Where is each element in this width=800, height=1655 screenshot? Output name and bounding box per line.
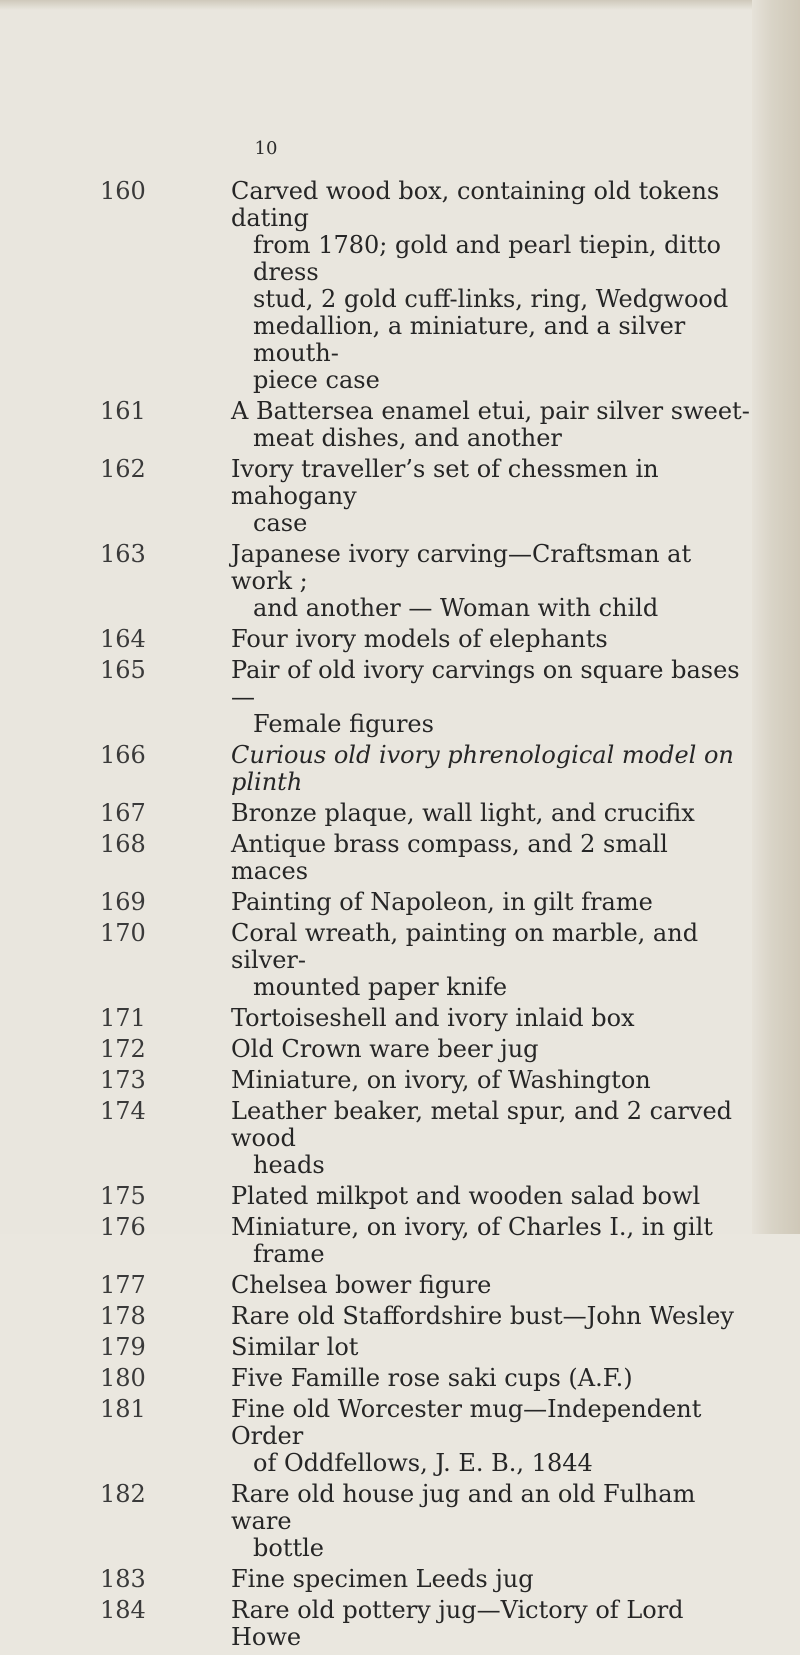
lot-description [231,1365,751,1392]
description-line: Fine old Worcester mug—Independent Order [231,1395,702,1450]
lot-description [231,1334,751,1361]
lot-entry [0,1365,760,1392]
lot-description [231,1036,751,1063]
lot-entry [0,1005,760,1032]
lot-entry [0,657,760,738]
lot-number: 163 [100,540,146,568]
description-continuation: Female figures [253,710,434,738]
lot-number: 171 [100,1004,146,1032]
description-line: Five Famille rose saki cups (A.F.) [231,1364,633,1392]
lot-entry [0,1098,760,1179]
description-line: Bronze plaque, wall light, and crucifix [231,799,695,827]
description-line: Rare old Staffordshire bust—John Wesley [231,1302,734,1330]
lot-number: 162 [100,455,146,483]
description-continuation: piece case [253,366,380,394]
lot-description [231,1272,751,1299]
description-continuation: heads [253,1151,325,1179]
description-continuation: meat dishes, and another [253,424,562,452]
description-line: Japanese ivory carving—Craftsman at work ; [231,540,692,595]
lot-description [231,1566,751,1593]
lot-entry [0,1597,760,1651]
lot-entry [0,398,760,452]
lot-entry [0,178,760,394]
description-continuation: frame [253,1240,325,1268]
lot-description [231,800,751,827]
description-line: Similar lot [231,1333,359,1361]
lot-entry [0,889,760,916]
lot-description [231,920,751,1001]
description-line: Miniature, on ivory, of Charles I., in gilt [231,1213,713,1241]
lot-number: 166 [100,741,146,769]
description-line: Curious old ivory phrenological model on plinth [231,741,734,796]
lot-number: 179 [100,1333,146,1361]
description-line: Miniature, on ivory, of Washington [231,1066,651,1094]
lot-entry [0,541,760,622]
lot-entry [0,1214,760,1268]
lot-description [231,1396,751,1477]
lot-number: 183 [100,1565,146,1593]
lot-description [231,398,751,452]
lot-number: 174 [100,1097,146,1125]
lot-number: 180 [100,1364,146,1392]
lot-number: 173 [100,1066,146,1094]
lot-entry [0,1303,760,1330]
description-line: Fine specimen Leeds jug [231,1565,534,1593]
lot-entry [0,800,760,827]
description-line: Rare old pottery jug—Victory of Lord Howe [231,1596,684,1651]
description-line: Ivory traveller’s set of chessmen in mahogany [231,455,659,510]
lot-number: 168 [100,830,146,858]
lot-number: 182 [100,1480,146,1508]
lot-description [231,1597,751,1651]
description-line: Painting of Napoleon, in gilt frame [231,888,653,916]
lot-description [231,831,751,885]
description-continuation: mounted paper knife [253,973,508,1001]
description-line: Leather beaker, metal spur, and 2 carved wood [231,1097,733,1152]
lot-entry [0,1036,760,1063]
lot-number: 161 [100,397,146,425]
lot-description [231,456,751,537]
description-line: Tortoiseshell and ivory inlaid box [231,1004,635,1032]
description-continuation: stud, 2 gold cuff-links, ring, Wedgwood [253,285,729,313]
description-continuation: from 1780; gold and pearl tiepin, ditto dress [253,231,721,286]
lot-entry [0,1396,760,1477]
description-continuation: medallion, a miniature, and a silver mouth- [253,312,686,367]
lot-description [231,1183,751,1210]
lot-number: 169 [100,888,146,916]
lot-description [231,1303,751,1330]
lot-number: 176 [100,1213,146,1241]
lot-entry [0,920,760,1001]
lot-number: 170 [100,919,146,947]
lot-number: 175 [100,1182,146,1210]
lot-number: 167 [100,799,146,827]
description-continuation: case [253,509,308,537]
lot-description [231,1098,751,1179]
lot-number: 164 [100,625,146,653]
lot-entry [0,626,760,653]
description-line: A Battersea enamel etui, pair silver sweet- [231,397,750,425]
description-line: Plated milkpot and wooden salad bowl [231,1182,701,1210]
description-line: Pair of old ivory carvings on square bases— [231,656,740,711]
lot-number: 177 [100,1271,146,1299]
lot-entry [0,1566,760,1593]
description-line: Antique brass compass, and 2 small maces [231,830,668,885]
lot-entry [0,742,760,796]
page-top-shadow [0,0,800,10]
lot-entry [0,1481,760,1562]
description-line: Coral wreath, painting on marble, and silver- [231,919,699,974]
lot-description [231,626,751,653]
lot-entry [0,831,760,885]
lot-entry [0,1334,760,1361]
lot-description [231,889,751,916]
description-line: Chelsea bower figure [231,1271,492,1299]
description-line: Old Crown ware beer jug [231,1035,539,1063]
description-line: Rare old house jug and an old Fulham ware [231,1480,696,1535]
lot-description [231,541,751,622]
lot-number: 184 [100,1596,146,1624]
description-continuation: bottle [253,1534,324,1562]
lot-number: 172 [100,1035,146,1063]
lot-entry [0,456,760,537]
lot-number: 178 [100,1302,146,1330]
lot-entry [0,1272,760,1299]
lot-entry [0,1183,760,1210]
lot-description [231,742,751,796]
lot-entry [0,1067,760,1094]
description-line: Carved wood box, containing old tokens dating [231,177,720,232]
lot-description [231,1481,751,1562]
description-continuation: and another — Woman with child [253,594,659,622]
lot-number: 165 [100,656,146,684]
lot-list [0,178,760,1655]
lot-description [231,1005,751,1032]
lot-number: 181 [100,1395,146,1423]
lot-description [231,178,751,394]
page-number: 10 [254,138,278,159]
lot-number: 160 [100,177,146,205]
description-continuation: of Oddfellows, J. E. B., 1844 [253,1449,593,1477]
lot-description [231,657,751,738]
lot-description [231,1067,751,1094]
lot-description [231,1214,751,1268]
description-line: Four ivory models of elephants [231,625,608,653]
